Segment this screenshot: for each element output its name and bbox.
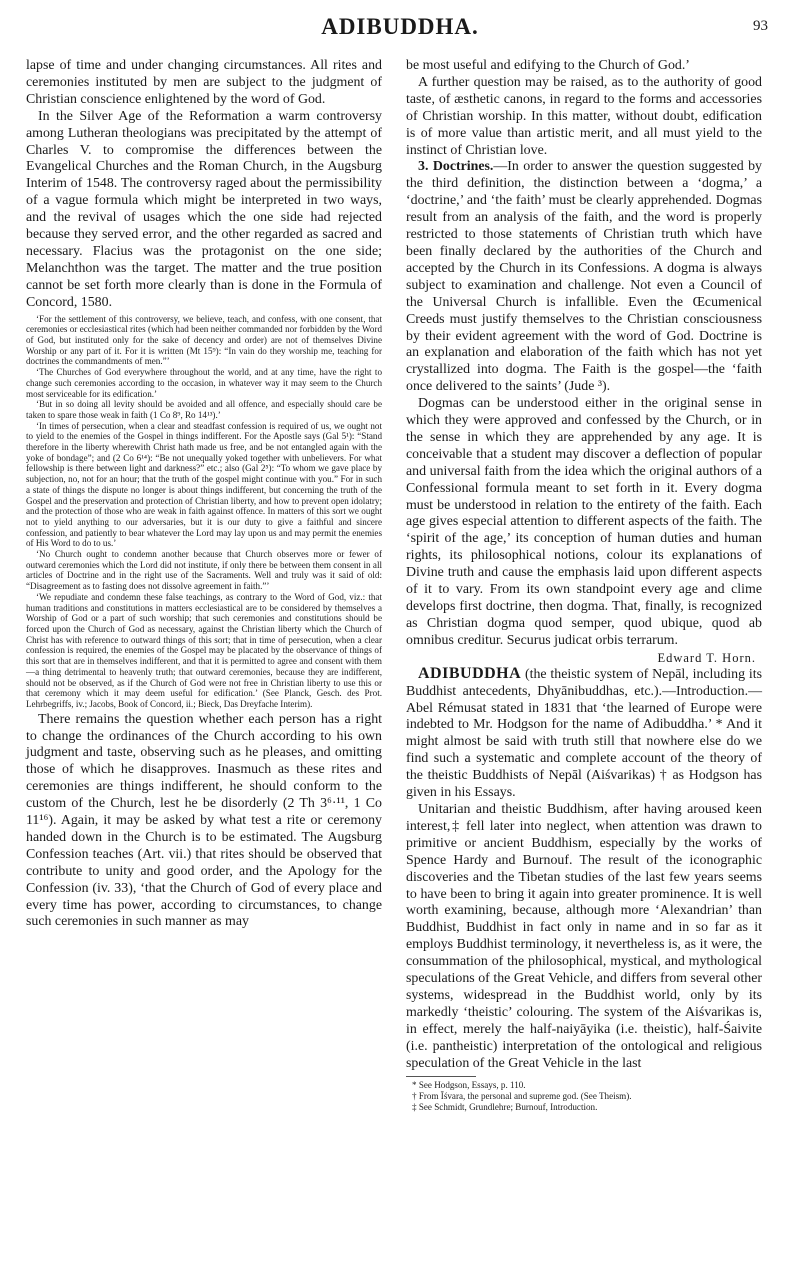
- footnote: ‡ See Schmidt, Grundlehre; Burnouf, Introduction.: [412, 1101, 598, 1112]
- article-text: (the theistic system of Nepāl, including its Buddhist antecedents, Dhyānibuddhas, etc.).—Introduction.—Abel Rémusat stated in 1831 that ‘the learned of Europe were indebted to Mr. Hodgson for the name of Adibuddha.’ * And it might almost be said with truth still that nowhere else do we find such a systematic and complete account of the theory of the theistic Buddhists of Nepāl (Aiśvarikas) † as Hodgson has given in his Essays.: [406, 666, 762, 801]
- quotation: ‘The Churches of God everywhere throughout the world, and at any time, have the right to change such ceremonies according to the occasion, in whatever way it may seem to the Church most serviceable for its edification.’: [26, 367, 382, 399]
- quotation: ‘For the settlement of this controversy, we believe, teach, and confess, with one consent, that ceremonies or ecclesiastical rites (which had been neither commanded nor forbidden by the Word of God, but instituted only for the sake of decency and order) are not of themselves Divine Worship or any part of it. For it is written (Mt 15⁹): “In vain do they worship me, teaching for doctrines the commandments of men.”’: [26, 313, 382, 367]
- author-signature: Edward T. Horn.: [657, 650, 756, 665]
- section-doctrines: [406, 159, 762, 396]
- running-head: [30, 14, 770, 44]
- paragraph: In the Silver Age of the Reformation a warm controversy among Lutheran theologians was precipitated by the attempt of Charles V. to compromise the differences between the Evangelical Churches and the Roman Church, in the Augsburg Interim of 1548. The controversy raged about the permissibility of a vague formula which might be interpreted in two ways, and the revival of usages which the one side had rejected because they served error, and the other regarded as sacred and necessary. Flacius was the protagonist on the one side; Melanchthon was the target. The matter and the true position cannot be set forth more clearly than is done in the Formula of Concord, 1580.: [26, 108, 382, 310]
- footnote-rule: [406, 1076, 476, 1077]
- paragraph: Unitarian and theistic Buddhism, after having aroused keen interest,‡ fell later into neglect, when attention was drawn to primitive or ancient Buddhism, especially by the works of Spence Hardy and Burnouf. The result of the iconographic discoveries and the Tibetan studies of the last few years seems to have been to bring it again into greater prominence. It is well worth examining, because, although more ‘Alexandrian’ than Buddhist, Buddhist in fact only in name and in so far as it employs Buddhist terminology, it nevertheless is, as it were, the consummation of the philosophical, mystical, and mythological speculations of the Great Vehicle, and differs from several other systems, widespread in the Buddhist world, only by its markedly ‘theistic’ colouring. The system of the Aiśvarikas is, in effect, merely the half-naiyāyika (i.e. theistic), half-Śaivite (i.e. pantheistic) interpretation of the ontological and religious speculation of the Great Vehicle in the last: [406, 801, 762, 1071]
- page-number: 93: [753, 18, 768, 34]
- left-column: [26, 58, 382, 931]
- paragraph: lapse of time and under changing circumstances. All rites and ceremonies instituted by men are subject to the judgment of Christian conscience enlightened by the word of God.: [26, 58, 382, 107]
- paragraph: A further question may be raised, as to the authority of good taste, of æsthetic canons, in regard to the forms and accessories of Christian worship. In this matter, without doubt, edification is of more value than artistic merit, and all must yield to the instinct of Christian love.: [406, 74, 762, 158]
- paragraph: There remains the question whether each person has a right to change the ordinances of the Church according to his own judgment and taste, observing such as he pleases, and omitting those of which he disapproves. Inasmuch as these rites and ceremonies are things indifferent, he should conform to the custom of the Church, lest he be disorderly (2 Th 3⁶·¹¹, 1 Co 11¹⁶). Again, it may be asked by what test a rite or ceremony handed down in the Church is to be estimated. The Augsburg Confession teaches (Art. vii.) that rites should be observed that contribute to unity and good order, and the Apology for the Confession (iv. 33), ‘that the Church of God of every place and every time has power, according to circumstances, to change such ceremonies in such manner as may: [26, 711, 382, 930]
- article-heading: ADIBUDDHA: [418, 664, 522, 682]
- section-heading: 3. Doctrines.: [418, 159, 494, 175]
- quotation: ‘We repudiate and condemn these false teachings, as contrary to the Word of God, viz.: that human traditions and constitutions in matters ecclesiastical are to be considered by themselves a Worship of God or a part of such worship; that such ceremonies and constitutions should be forced upon the Church of God as necessary, against the Christian liberty which the Church of Christ has with reference to outward things of this sort; that in time of persecution, when a clear confession is required, the enemies of the Gospel may be placated by the observance of things of this sort that are in themselves indifferent, and that it is permitted to agree and consent with them—a thing detrimental to heavenly truth; that outward ceremonies, because they are indifferent, should not be observed, as if the Church of God were not free in Christian liberty to use this or that ceremony which it may deem useful for edification.’ (See Planck, Gesch. des Prot. Lehrbegriffs, iv.; Jacobs, Book of Concord, ii.; Bieck, Das Dreyfache Interim).: [26, 591, 382, 709]
- section-text: —In order to answer the question suggested by the third definition, the distinction between a ‘dogma,’ a ‘doctrine,’ and ‘the faith’ must be clearly apprehended. Dogmas result from an analysis of the faith, and the word is properly restricted to those statements of Christian truth which have been finally declared by the authorities of the Church and accepted by the Church in its Confessions. A dogma is always subject to examination and challenge. Not even a Council of the Universal Church is infallible. Even the Œcumenical Creeds must justify themselves to the Christian consciousness by their evident agreement with the word of God. Doctrine is an explanation and elaboration of the faith which has not yet crystallized into dogma. The Faith is the gospel—the ‘faith once delivered to the saints’ (Jude ³).: [406, 159, 762, 395]
- article-intro: [406, 666, 762, 802]
- page-title: ADIBUDDHA.: [321, 14, 479, 39]
- right-column: [406, 58, 762, 1113]
- paragraph: be most useful and edifying to the Church of God.’: [406, 58, 690, 73]
- quotation: ‘No Church ought to condemn another because that Church observes more or fewer of outward ceremonies which the Lord did not institute, if only there be between them consent in all articles of Doctrine and in the right use of the Sacraments. Well and truly was it said of old: “Disagreement as to fasting does not dissolve agreement in faith.”’: [26, 549, 382, 592]
- footnote: * See Hodgson, Essays, p. 110.: [412, 1080, 526, 1091]
- quotation: ‘In times of persecution, when a clear and steadfast confession is required of us, we ought not to yield to the enemies of the Gospel in things indifferent. For the Apostle says (Gal 5¹): “Stand therefore in the liberty wherewith Christ hath made us free, and be not entangled again with the yoke of bondage”; and (2 Co 6¹⁴): “Be not unequally yoked together with unbelievers. For what fellowship is there between light and darkness?” etc.; also (Gal 2⁵): “To whom we gave place by subjection, no, not for an hour; that the truth of the gospel might continue with you.” For in such a state of things the dispute no longer is about things indifferent, but concerning the truth of the Gospel and the preservation and protection of Christian liberty, and how to prevent open idolatry; and the protection of those who are weak in faith against offence. In matters of this sort we ought not to yield anything to our adversaries, but it is our duty to give a faithful and sincere confession, and patiently to bear whatever the Lord may lay upon us and may permit the enemies of His Word to do to us.’: [26, 420, 382, 549]
- paragraph: Dogmas can be understood either in the original sense in which they were approved and confessed by the Church, or in the sense in which they are apprehended by any age. It is conceivable that a student may discover a deflection of popular and universal faith from the idea which the original authors of a Confessional formula meant to set forth in it. Every dogma must be understood in relation to the entirety of the faith. Each age gives especial attention to different aspects of the faith. The ‘spirit of the age,’ its conception of human duties and human rights, its philosophical notions, colour its explanations of Divine truth and cause the emphasis laid upon different aspects of it to vary. From its own standpoint every age and clime develops first doctrine, then dogma. That, finally, is recognized as Christian dogma quod semper, quod ubique, quod ab omnibus creditur. Securus judicat orbis terrarum.: [406, 396, 762, 648]
- footnote: † From Īśvara, the personal and supreme god. (See Theism).: [412, 1091, 632, 1102]
- quotation: ‘But in so doing all levity should be avoided and all offence, and especially should care be taken to spare those weak in faith (1 Co 8⁹, Ro 14¹³).’: [26, 399, 382, 420]
